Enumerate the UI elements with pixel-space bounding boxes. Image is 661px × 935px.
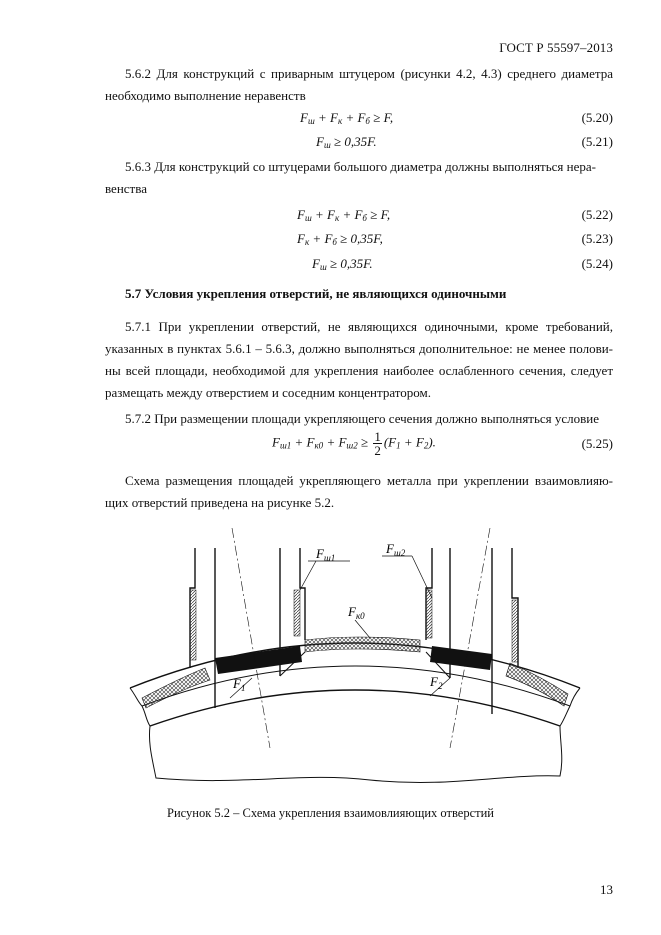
equation-5-21: $F_ш \ge 0,35F$. bbox=[316, 134, 377, 150]
shell-reinforcement-hatch bbox=[142, 637, 568, 708]
paragraph-5-7-1-line1: 5.7.1 При укреплении отверстий, не являющихся одиночными, кроме требований, bbox=[125, 319, 613, 334]
document-header: ГОСТ Р 55597–2013 bbox=[499, 40, 613, 55]
label-fk0: $F_{к0}$ bbox=[348, 604, 365, 621]
leader-fsh1 bbox=[300, 561, 316, 590]
equation-5-20: $F_ш + F_к + F_б \ge F$, bbox=[300, 110, 394, 126]
page-number: 13 bbox=[600, 882, 613, 897]
paragraph-5-7-1-line4: размещать между отверстием и соседним концентратором. bbox=[105, 385, 432, 400]
paragraph-5-7-2: 5.7.2 При размещении площади укрепляющего сечения должно выполняться условие bbox=[125, 411, 600, 426]
section-heading-5-7: 5.7 Условия укрепления отверстий, не являющихся одиночными bbox=[125, 286, 507, 301]
figure-5-2-drawing bbox=[120, 528, 590, 793]
equation-number-5-25: (5.25) bbox=[581, 436, 613, 451]
equation-number-5-22: (5.22) bbox=[581, 207, 613, 222]
equation-number-5-21: (5.21) bbox=[581, 134, 613, 149]
leader-fk0 bbox=[355, 620, 370, 638]
paragraph-scheme-line2: щих отверстий приведена на рисунке 5.2. bbox=[105, 495, 335, 510]
paragraph-scheme-line1: Схема размещения площадей укрепляющего металла при укреплении взаимовлияю- bbox=[125, 473, 613, 488]
paragraph-5-6-3-line2: венства bbox=[105, 181, 147, 196]
label-f1: $F_1$ bbox=[233, 676, 246, 693]
equation-5-23: $F_к + F_б \ge 0,35F$, bbox=[297, 231, 383, 247]
left-nozzle bbox=[190, 528, 305, 748]
equation-5-25: $F_{ш1} + F_{к0} + F_{ш2}$ ≥ $\frac{1}{2}$ $(F_1 + F_2)$. bbox=[272, 429, 436, 458]
label-f2: $F_2$ bbox=[430, 674, 443, 691]
figure-caption: Рисунок 5.2 – Схема укрепления взаимовлияющих отверстий bbox=[167, 806, 494, 820]
equation-number-5-23: (5.23) bbox=[581, 231, 613, 246]
paragraph-5-7-1-line2: указанных в пунктах 5.6.1 – 5.6.3, должно выполняться дополнительное: не менее полови- bbox=[105, 341, 613, 356]
leader-fsh2 bbox=[412, 556, 432, 598]
paragraph-5-7-1-line3: ны всей площади, необходимой для укрепления наиболее ослабленного сечения, следует bbox=[105, 363, 613, 378]
paragraph-5-6-3-line1: 5.6.3 Для конструкций со штуцерами большого диаметра должны выполняться нера- bbox=[125, 159, 596, 174]
fraction-one-half: $\frac{1}{2}$ bbox=[374, 429, 381, 458]
paragraph-5-6-2: 5.6.2 Для конструкций с приварным штуцером (рисунки 4.2, 4.3) среднего диаметра необходимо выполнение неравенств bbox=[105, 66, 613, 103]
right-nozzle bbox=[426, 528, 518, 748]
label-fsh2: $F_{ш2}$ bbox=[386, 541, 406, 558]
equation-number-5-20: (5.20) bbox=[581, 110, 613, 125]
label-fsh1: $F_{ш1}$ bbox=[316, 546, 336, 563]
equation-5-24: $F_ш \ge 0,35F$. bbox=[312, 256, 373, 272]
equation-number-5-24: (5.24) bbox=[581, 256, 613, 271]
equation-5-22: $F_ш + F_к + F_б \ge F$, bbox=[297, 207, 391, 223]
